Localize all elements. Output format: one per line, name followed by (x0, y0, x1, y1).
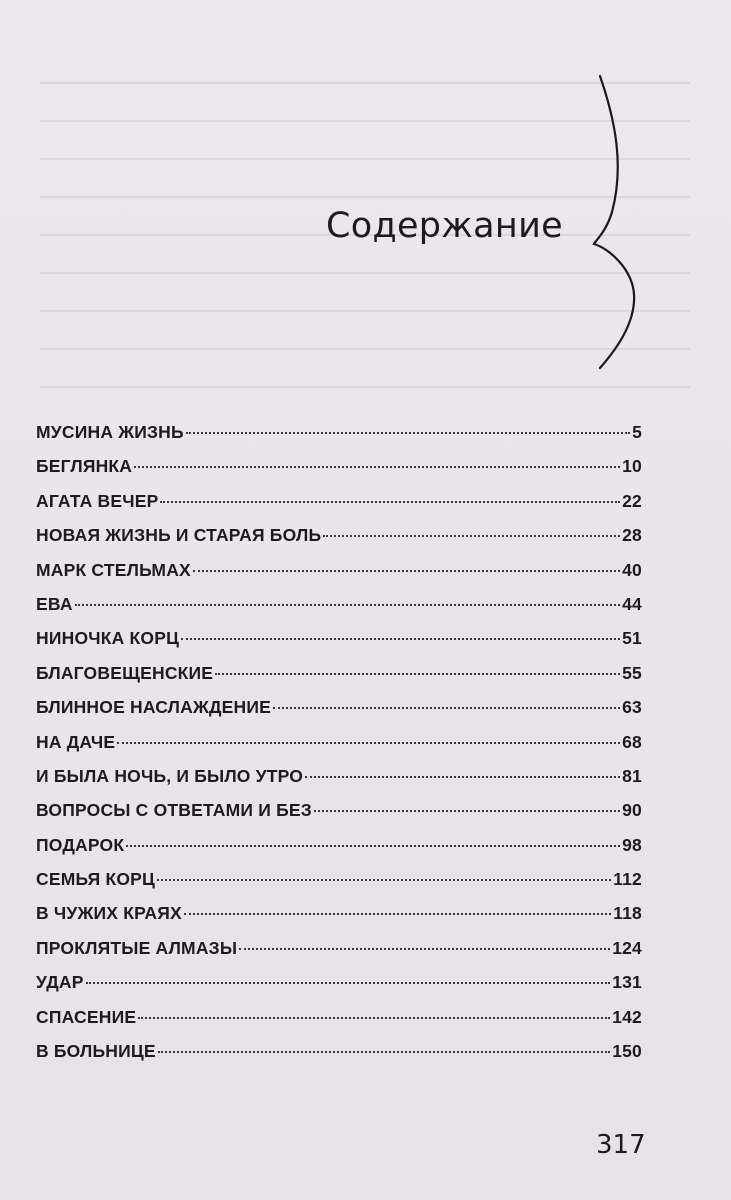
toc-entry (36, 835, 642, 869)
toc-entry (36, 422, 642, 456)
toc-entry-page: 68 (622, 731, 642, 752)
toc-entry-title: И БЫЛА НОЧЬ, И БЫЛО УТРО (36, 765, 304, 786)
toc-entry-page: 40 (622, 559, 642, 580)
toc-entry-page: 131 (612, 972, 642, 993)
toc-entry (36, 972, 642, 1006)
toc-entry (36, 594, 642, 628)
toc-entry-title: АГАТА ВЕЧЕР (36, 490, 159, 511)
page-number: 317 (596, 1130, 646, 1160)
decorative-brace-icon (586, 72, 646, 372)
toc-entry (36, 663, 642, 697)
toc-entry (36, 491, 642, 525)
toc-leader-dots (126, 845, 620, 847)
toc-leader-dots (86, 982, 611, 984)
toc-entry (36, 1041, 642, 1075)
toc-entry-page: 44 (622, 593, 642, 614)
toc-entry (36, 766, 642, 800)
toc-entry-title: ВОПРОСЫ С ОТВЕТАМИ И БЕЗ (36, 800, 312, 821)
toc-entry-page: 28 (622, 525, 642, 546)
toc-leader-dots (138, 1017, 610, 1019)
toc-entry (36, 525, 642, 559)
toc-leader-dots (160, 501, 620, 503)
toc-entry-title: БЛИННОЕ НАСЛАЖДЕНИЕ (36, 697, 272, 718)
toc-entry-title: МУСИНА ЖИЗНЬ (36, 422, 184, 442)
toc-entry-title: БЛАГОВЕЩЕНСКИЕ (36, 662, 214, 683)
toc-entry-title: СЕМЬЯ КОРЦ (36, 869, 155, 890)
toc-entry-title: МАРК СТЕЛЬМАХ (36, 559, 191, 580)
toc-leader-dots (158, 1051, 610, 1053)
toc-entry-title: ПОДАРОК (36, 834, 125, 855)
contents-heading: Содержание (326, 206, 563, 246)
toc-entry (36, 1007, 642, 1041)
toc-entry-page: 5 (632, 422, 642, 442)
toc-entry (36, 869, 642, 903)
toc-leader-dots (193, 570, 620, 572)
toc-entry-title: СПАСЕНИЕ (36, 1006, 137, 1027)
toc-leader-dots (75, 604, 620, 606)
toc-leader-dots (273, 707, 620, 709)
toc-entry (36, 938, 642, 972)
toc-entry-page: 55 (622, 662, 642, 683)
toc-leader-dots (305, 776, 620, 778)
toc-entry-title: ЕВА (36, 593, 73, 614)
toc-entry-page: 90 (622, 800, 642, 821)
toc-leader-dots (186, 432, 630, 434)
toc-entry-title: БЕГЛЯНКА (36, 456, 133, 477)
table-of-contents (36, 422, 642, 1075)
toc-entry-page: 112 (613, 869, 642, 890)
toc-entry (36, 628, 642, 662)
toc-entry-title: НА ДАЧЕ (36, 731, 116, 752)
toc-entry (36, 800, 642, 834)
toc-leader-dots (239, 948, 610, 950)
toc-entry (36, 697, 642, 731)
toc-leader-dots (323, 535, 620, 537)
toc-leader-dots (181, 638, 620, 640)
toc-entry (36, 456, 642, 490)
toc-entry-page: 51 (622, 628, 642, 649)
toc-entry-title: НОВАЯ ЖИЗНЬ И СТАРАЯ БОЛЬ (36, 525, 322, 546)
toc-entry (36, 732, 642, 766)
toc-leader-dots (134, 466, 620, 468)
toc-entry-page: 124 (612, 937, 642, 958)
toc-entry-title: ПРОКЛЯТЫЕ АЛМАЗЫ (36, 937, 238, 958)
toc-entry-title: УДАР (36, 972, 84, 993)
toc-entry (36, 560, 642, 594)
toc-entry-title: В ЧУЖИХ КРАЯХ (36, 903, 182, 924)
toc-entry-page: 142 (612, 1006, 642, 1027)
toc-entry (36, 903, 642, 937)
toc-entry-page: 81 (622, 765, 642, 786)
toc-entry-page: 118 (613, 903, 642, 924)
toc-entry-title: В БОЛЬНИЦЕ (36, 1041, 156, 1062)
toc-entry-page: 22 (622, 490, 642, 511)
toc-entry-page: 63 (622, 697, 642, 718)
toc-leader-dots (157, 879, 611, 881)
toc-entry-title: НИНОЧКА КОРЦ (36, 628, 180, 649)
toc-entry-page: 150 (612, 1041, 642, 1062)
toc-leader-dots (215, 673, 620, 675)
toc-leader-dots (117, 742, 620, 744)
toc-leader-dots (314, 810, 620, 812)
toc-entry-page: 10 (622, 456, 642, 477)
toc-entry-page: 98 (622, 834, 642, 855)
toc-leader-dots (184, 913, 611, 915)
